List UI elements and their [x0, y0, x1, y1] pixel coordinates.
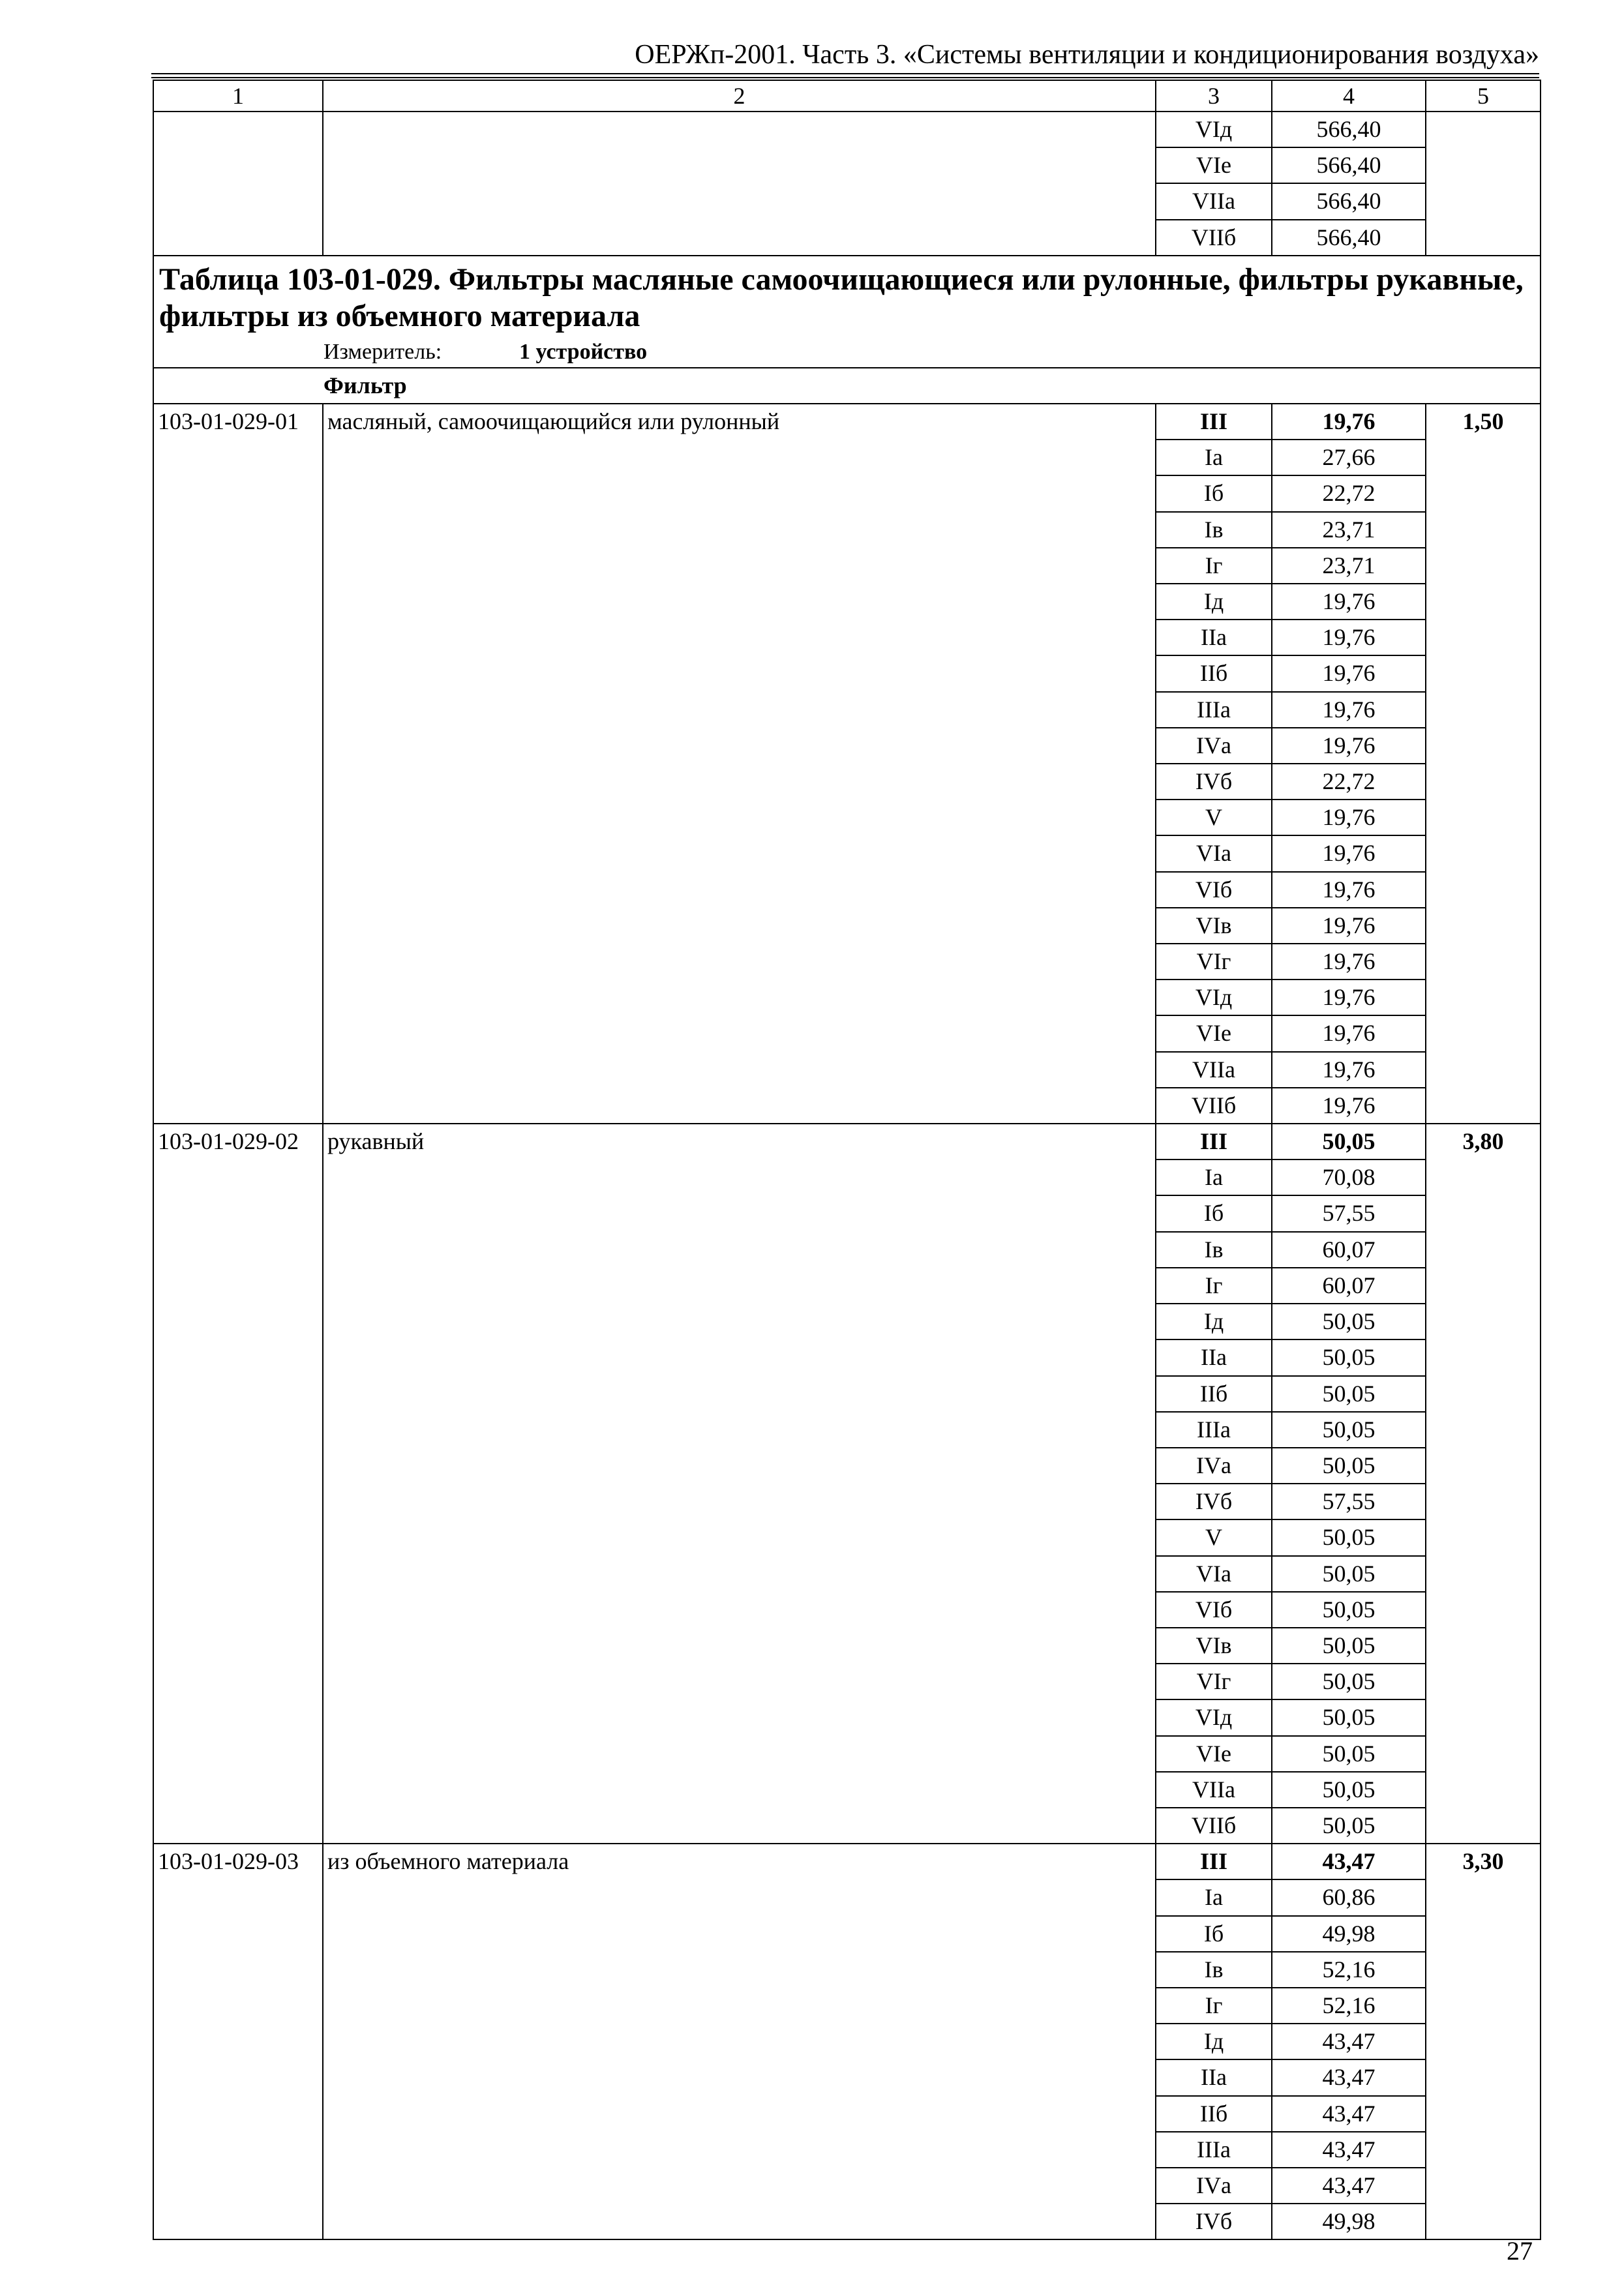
value-cell: 57,55 — [1272, 1195, 1426, 1231]
zone-cell: VIв — [1156, 908, 1272, 944]
column-number: 1 — [153, 80, 323, 112]
zone-cell: IIIа — [1156, 2132, 1272, 2168]
zone-cell: Iг — [1156, 548, 1272, 584]
zone-cell: VIг — [1156, 1664, 1272, 1699]
value-cell: 23,71 — [1272, 512, 1426, 548]
value-cell: 19,76 — [1272, 655, 1426, 691]
zone-cell: VIд — [1156, 112, 1272, 147]
continued-row — [153, 112, 1541, 147]
zone-cell: VIб — [1156, 872, 1272, 908]
value-cell: 50,05 — [1272, 1519, 1426, 1555]
value-cell: 50,05 — [1272, 1556, 1426, 1592]
value-cell: 19,76 — [1272, 584, 1426, 620]
value-cell: 50,05 — [1272, 1448, 1426, 1484]
zone-cell: VIIа — [1156, 183, 1272, 219]
value-cell: 60,86 — [1272, 1879, 1426, 1915]
code-cell: 103-01-029-03 — [153, 1844, 323, 2239]
value-cell: 57,55 — [1272, 1484, 1426, 1519]
column-number: 3 — [1156, 80, 1272, 112]
value-cell: 43,47 — [1272, 2096, 1426, 2132]
zone-cell: VIе — [1156, 1015, 1272, 1051]
value-cell: 43,47 — [1272, 1844, 1426, 1879]
zone-cell: III — [1156, 404, 1272, 440]
value-cell: 50,05 — [1272, 1808, 1426, 1844]
table-row — [153, 404, 1541, 440]
name-cell: рукавный — [323, 1124, 1156, 1844]
zone-cell: Iб — [1156, 1916, 1272, 1952]
value-cell: 27,66 — [1272, 440, 1426, 475]
zone-cell: IIб — [1156, 1376, 1272, 1412]
value-cell: 43,47 — [1272, 2168, 1426, 2204]
page-number: 27 — [1507, 2236, 1533, 2266]
zone-cell: VIIб — [1156, 1808, 1272, 1844]
zone-cell: Iа — [1156, 1159, 1272, 1195]
group-row — [153, 368, 1541, 404]
value-cell: 50,05 — [1272, 1124, 1426, 1159]
zone-cell: VIд — [1156, 1699, 1272, 1735]
value-cell: 566,40 — [1272, 183, 1426, 219]
zone-cell: IVб — [1156, 2204, 1272, 2239]
value-cell: 52,16 — [1272, 1952, 1426, 1988]
value-cell: 23,71 — [1272, 548, 1426, 584]
code-cell — [153, 112, 323, 256]
zone-cell: VIг — [1156, 944, 1272, 980]
value-cell: 50,05 — [1272, 1664, 1426, 1699]
zone-cell: Iд — [1156, 1304, 1272, 1339]
value-cell: 19,76 — [1272, 944, 1426, 980]
zone-cell: Iг — [1156, 1268, 1272, 1304]
value-cell: 50,05 — [1272, 1628, 1426, 1664]
zone-cell: IVб — [1156, 1484, 1272, 1519]
zone-cell: III — [1156, 1124, 1272, 1159]
value-cell: 43,47 — [1272, 2024, 1426, 2059]
zone-cell: III — [1156, 1844, 1272, 1879]
value-cell: 566,40 — [1272, 112, 1426, 147]
value-cell: 43,47 — [1272, 2059, 1426, 2095]
zone-cell: VIIа — [1156, 1052, 1272, 1088]
labor-cell — [1426, 112, 1541, 256]
value-cell: 50,05 — [1272, 1376, 1426, 1412]
value-cell: 70,08 — [1272, 1159, 1426, 1195]
zone-cell: VIв — [1156, 1628, 1272, 1664]
zone-cell: Iб — [1156, 1195, 1272, 1231]
labor-cell: 1,50 — [1426, 404, 1541, 1124]
zone-cell: IIа — [1156, 1339, 1272, 1375]
zone-cell: IVа — [1156, 2168, 1272, 2204]
value-cell: 50,05 — [1272, 1412, 1426, 1448]
zone-cell: IIа — [1156, 2059, 1272, 2095]
zone-cell: VIIа — [1156, 1772, 1272, 1808]
column-number: 5 — [1426, 80, 1541, 112]
value-cell: 50,05 — [1272, 1304, 1426, 1339]
value-cell: 50,05 — [1272, 1592, 1426, 1628]
zone-cell: IVа — [1156, 1448, 1272, 1484]
rates-table-body — [153, 80, 1541, 2239]
table-row — [153, 1124, 1541, 1159]
table-heading: Таблица 103-01-029. Фильтры масляные самоочищающиеся или рулонные, фильтры рукавные, фильтры из объемного материала — [159, 262, 1524, 333]
labor-cell: 3,80 — [1426, 1124, 1541, 1844]
zone-cell: VIIб — [1156, 1088, 1272, 1124]
zone-cell: VIб — [1156, 1592, 1272, 1628]
zone-cell: IIб — [1156, 655, 1272, 691]
value-cell: 19,76 — [1272, 1015, 1426, 1051]
value-cell: 50,05 — [1272, 1339, 1426, 1375]
table-row — [153, 1844, 1541, 1879]
zone-cell: Iв — [1156, 1232, 1272, 1268]
column-number-row — [153, 80, 1541, 112]
header-title: ОЕРЖп-2001. Часть 3. «Системы вентиляции и кондиционирования воздуха» — [635, 40, 1539, 70]
zone-cell: V — [1156, 800, 1272, 835]
zone-cell: IIа — [1156, 620, 1272, 655]
value-cell: 50,05 — [1272, 1736, 1426, 1772]
value-cell: 50,05 — [1272, 1772, 1426, 1808]
table-title-cell — [153, 256, 1541, 368]
measure-value: 1 устройство — [519, 339, 648, 364]
zone-cell: IVб — [1156, 764, 1272, 800]
value-cell: 43,47 — [1272, 2132, 1426, 2168]
column-number: 2 — [323, 80, 1156, 112]
code-cell: 103-01-029-02 — [153, 1124, 323, 1844]
value-cell: 49,98 — [1272, 2204, 1426, 2239]
value-cell: 19,76 — [1272, 692, 1426, 728]
zone-cell: Iд — [1156, 584, 1272, 620]
zone-cell: IIб — [1156, 2096, 1272, 2132]
zone-cell: V — [1156, 1519, 1272, 1555]
header-rule — [151, 73, 1539, 74]
zone-cell: Iг — [1156, 1988, 1272, 2024]
zone-cell: VIе — [1156, 147, 1272, 183]
header-rule-second — [151, 77, 1539, 78]
value-cell: 22,72 — [1272, 475, 1426, 511]
group-label: Фильтр — [153, 368, 1541, 404]
zone-cell: Iв — [1156, 512, 1272, 548]
value-cell: 19,76 — [1272, 1088, 1426, 1124]
zone-cell: IVа — [1156, 728, 1272, 764]
value-cell: 19,76 — [1272, 728, 1426, 764]
code-cell: 103-01-029-01 — [153, 404, 323, 1124]
value-cell: 60,07 — [1272, 1268, 1426, 1304]
value-cell: 19,76 — [1272, 620, 1426, 655]
zone-cell: Iд — [1156, 2024, 1272, 2059]
zone-cell: IIIа — [1156, 1412, 1272, 1448]
table-title-row — [153, 256, 1541, 368]
zone-cell: VIа — [1156, 835, 1272, 871]
value-cell: 60,07 — [1272, 1232, 1426, 1268]
name-cell — [323, 112, 1156, 256]
zone-cell: VIIб — [1156, 220, 1272, 256]
name-cell: из объемного материала — [323, 1844, 1156, 2239]
value-cell: 49,98 — [1272, 1916, 1426, 1952]
zone-cell: VIе — [1156, 1736, 1272, 1772]
value-cell: 19,76 — [1272, 872, 1426, 908]
measure-label: Измеритель: — [323, 339, 442, 364]
value-cell: 19,76 — [1272, 404, 1426, 440]
value-cell: 19,76 — [1272, 800, 1426, 835]
zone-cell: Iв — [1156, 1952, 1272, 1988]
zone-cell: VIа — [1156, 1556, 1272, 1592]
value-cell: 52,16 — [1272, 1988, 1426, 2024]
value-cell: 566,40 — [1272, 220, 1426, 256]
zone-cell: Iа — [1156, 440, 1272, 475]
zone-cell: Iа — [1156, 1879, 1272, 1915]
column-number: 4 — [1272, 80, 1426, 112]
value-cell: 50,05 — [1272, 1699, 1426, 1735]
value-cell: 19,76 — [1272, 1052, 1426, 1088]
value-cell: 566,40 — [1272, 147, 1426, 183]
rates-table — [153, 80, 1541, 2240]
zone-cell: IIIа — [1156, 692, 1272, 728]
value-cell: 19,76 — [1272, 835, 1426, 871]
value-cell: 19,76 — [1272, 980, 1426, 1015]
value-cell: 19,76 — [1272, 908, 1426, 944]
name-cell: масляный, самоочищающийся или рулонный — [323, 404, 1156, 1124]
value-cell: 22,72 — [1272, 764, 1426, 800]
zone-cell: Iб — [1156, 475, 1272, 511]
zone-cell: VIд — [1156, 980, 1272, 1015]
labor-cell: 3,30 — [1426, 1844, 1541, 2239]
